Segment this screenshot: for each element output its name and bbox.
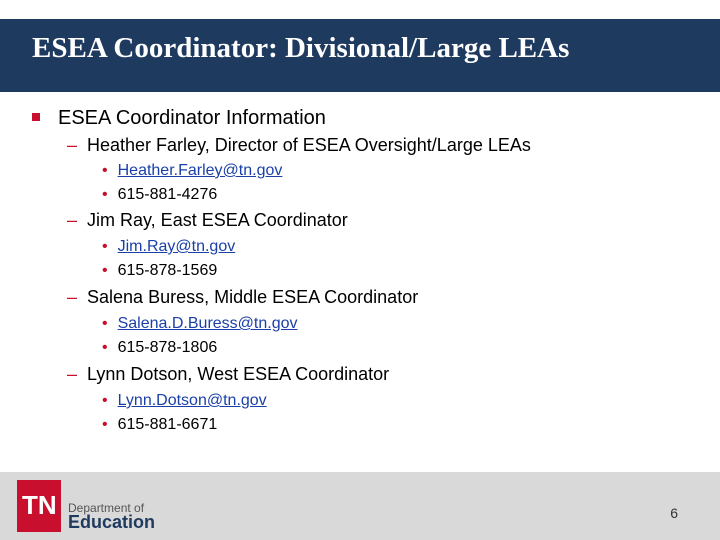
contact-phone: • 615-878-1806: [102, 339, 218, 356]
phone-text: 615-878-1569: [117, 262, 218, 279]
logo-mark: TN: [22, 490, 57, 520]
heading-item: [32, 107, 326, 130]
email-link[interactable]: Heather.Farley@tn.gov: [117, 162, 283, 179]
contact-line: – Lynn Dotson, West ESEA Coordinator: [67, 364, 390, 384]
contact-phone: • 615-878-1569: [102, 262, 218, 279]
contact-email: • Heather.Farley@tn.gov: [102, 162, 283, 179]
phone-text: 615-878-1806: [117, 339, 218, 356]
phone-text: 615-881-6671: [117, 416, 218, 433]
contact-line: – Heather Farley, Director of ESEA Oversight/Large LEAs: [67, 135, 531, 155]
contact-name: Heather Farley, Director of ESEA Oversight/Large LEAs: [87, 135, 531, 155]
contact-name: Lynn Dotson, West ESEA Coordinator: [87, 364, 390, 384]
contact-email: • Salena.D.Buress@tn.gov: [102, 315, 298, 332]
phone-text: 615-881-4276: [117, 186, 218, 203]
square-bullet-icon: [32, 113, 40, 121]
contact-email: • Jim.Ray@tn.gov: [102, 238, 236, 255]
page-number: 6: [670, 505, 678, 521]
logo-name-text: Education: [68, 512, 156, 532]
email-link[interactable]: Lynn.Dotson@tn.gov: [117, 392, 267, 409]
contact-phone: • 615-881-4276: [102, 186, 218, 203]
slide-title: ESEA Coordinator: Divisional/Large LEAs: [32, 32, 570, 64]
logo-dept-text: Department of: [68, 501, 145, 515]
contact-email: • Lynn.Dotson@tn.gov: [102, 392, 267, 409]
heading-text: ESEA Coordinator Information: [58, 107, 326, 129]
email-link[interactable]: Jim.Ray@tn.gov: [117, 238, 236, 255]
email-link[interactable]: Salena.D.Buress@tn.gov: [117, 315, 298, 332]
contact-line: – Salena Buress, Middle ESEA Coordinator: [67, 287, 419, 307]
contact-name: Salena Buress, Middle ESEA Coordinator: [87, 287, 419, 307]
contact-phone: • 615-881-6671: [102, 416, 218, 433]
contact-line: – Jim Ray, East ESEA Coordinator: [67, 210, 348, 230]
contact-name: Jim Ray, East ESEA Coordinator: [87, 210, 348, 230]
